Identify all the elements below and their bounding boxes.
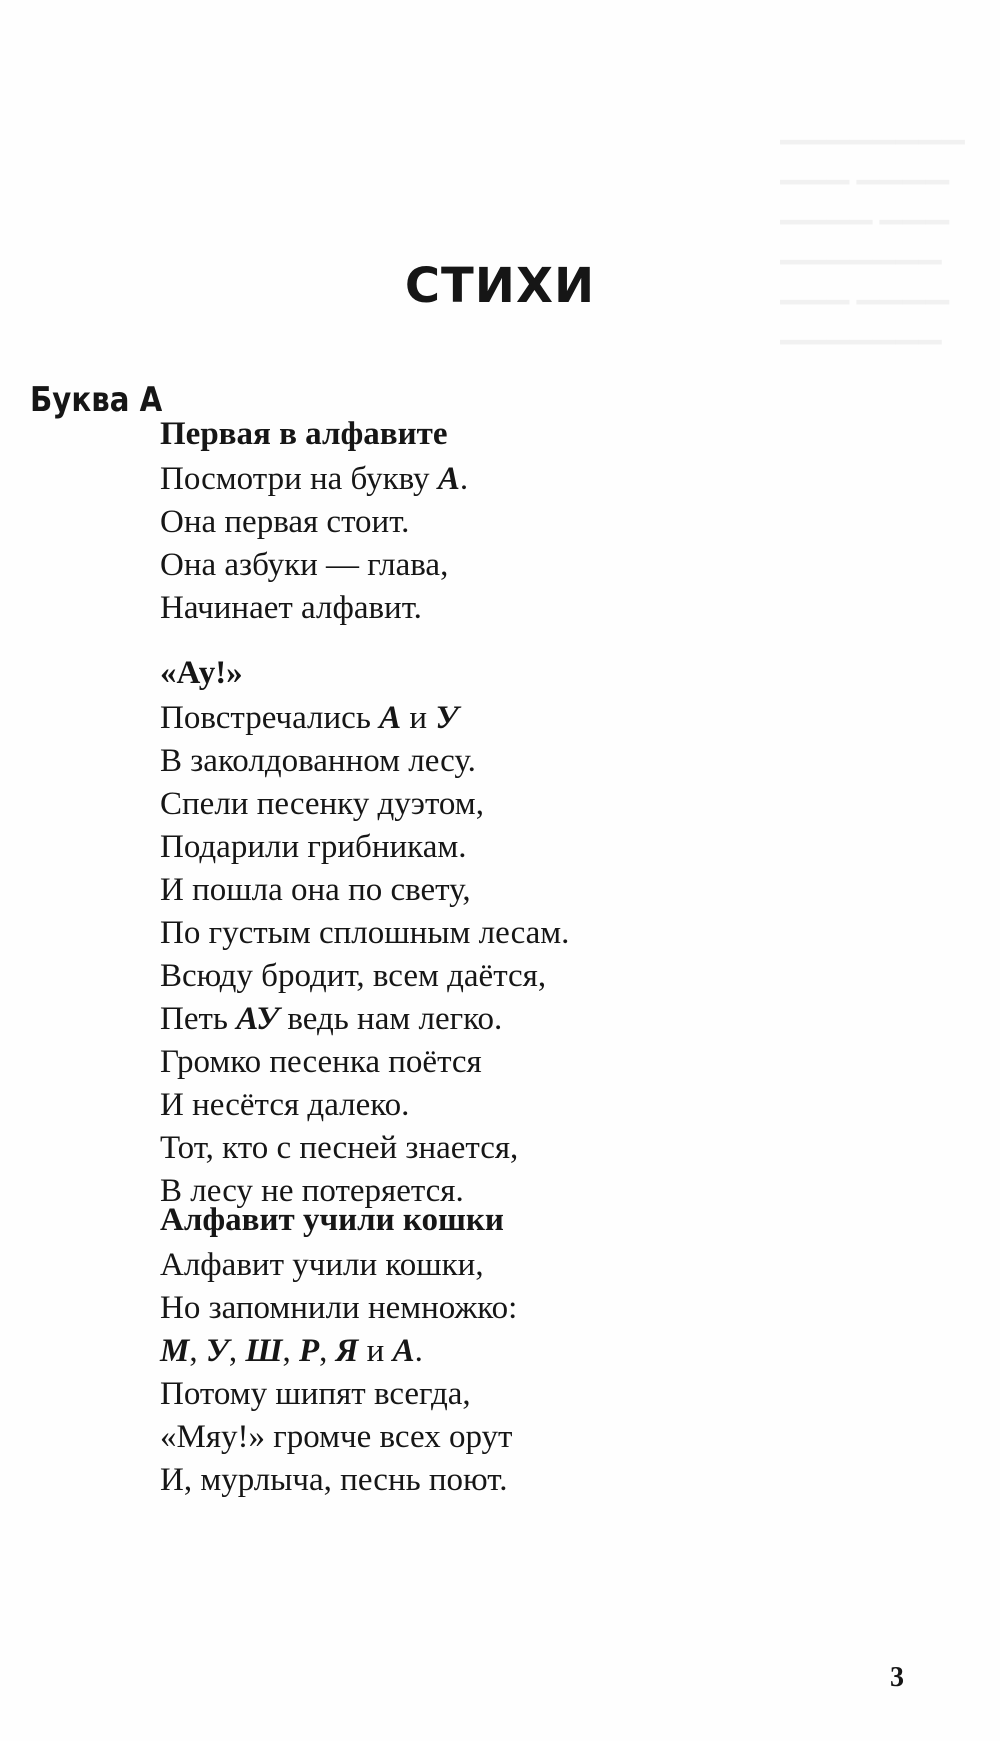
poem-title: «Ау!»: [160, 655, 243, 691]
poem-line: Тот, кто с песней знается,: [160, 1130, 519, 1166]
emphasized-letter: У: [205, 1333, 229, 1369]
poem-line: Посмотри на букву А.: [160, 461, 469, 497]
poem: [160, 649, 569, 1213]
poem-line: «Мяу!» громче всех орут: [160, 1419, 513, 1455]
emphasized-letter: У: [435, 700, 459, 736]
emphasized-letter: А: [379, 700, 402, 736]
poem-lines: [160, 697, 569, 1213]
poem-line: М, У, Ш, Р, Я и А.: [160, 1333, 423, 1369]
poem-line: Всюду бродит, всем даётся,: [160, 958, 547, 994]
poem-line: В заколдованном лесу.: [160, 743, 476, 779]
emphasized-letter: Р: [298, 1333, 320, 1369]
poem-line: Но запомнили немножко:: [160, 1290, 518, 1326]
emphasized-letter: Я: [335, 1333, 359, 1369]
emphasized-letter: А: [437, 461, 460, 497]
poem: [160, 1196, 517, 1502]
emphasized-letter: Ш: [245, 1333, 283, 1369]
poem-line: Подарили грибникам.: [160, 829, 467, 865]
poem-line: В лесу не потеряется.: [160, 1173, 464, 1209]
poem-line: И пошла она по свету,: [160, 872, 471, 908]
emphasized-letter: А: [392, 1333, 415, 1369]
poem: [160, 410, 468, 630]
poem-line: По густым сплошным лесам.: [160, 915, 570, 951]
poem-line: Спели песенку дуэтом,: [160, 786, 484, 822]
poem-line: Она первая стоит.: [160, 504, 410, 540]
poem-line: И, мурлыча, песнь поют.: [160, 1462, 508, 1498]
emphasized-letter: М: [160, 1333, 190, 1369]
reverse-side-show-through: ▁▁▁▁▁▁▁▁ ▁▁▁ ▁▁▁▁ ▁▁▁▁ ▁▁▁ ▁▁▁▁▁▁▁ ▁▁▁ ▁▁▁▁ ▁▁▁▁▁▁▁: [780, 111, 965, 344]
page-number: 3: [890, 1662, 904, 1693]
poem-title: Первая в алфавите: [160, 416, 448, 452]
poem-line: Потому шипят всегда,: [160, 1376, 471, 1412]
poem-line: Она азбуки — глава,: [160, 547, 449, 583]
section-title: Буква А: [30, 380, 163, 420]
poem-lines: [160, 1244, 517, 1502]
poem-title: Алфавит учили кошки: [160, 1202, 504, 1238]
poem-line: Начинает алфавит.: [160, 590, 422, 626]
poem-line: И несётся далеко.: [160, 1087, 410, 1123]
poem-line: Повстречались А и У: [160, 700, 459, 736]
poem-lines: [160, 458, 468, 630]
poem-line: Громко песенка поётся: [160, 1044, 482, 1080]
page-heading: СТИХИ: [404, 258, 596, 314]
poem-line: Алфавит учили кошки,: [160, 1247, 484, 1283]
poem-line: Петь АУ ведь нам легко.: [160, 1001, 503, 1037]
emphasized-letter: АУ: [236, 1001, 280, 1037]
